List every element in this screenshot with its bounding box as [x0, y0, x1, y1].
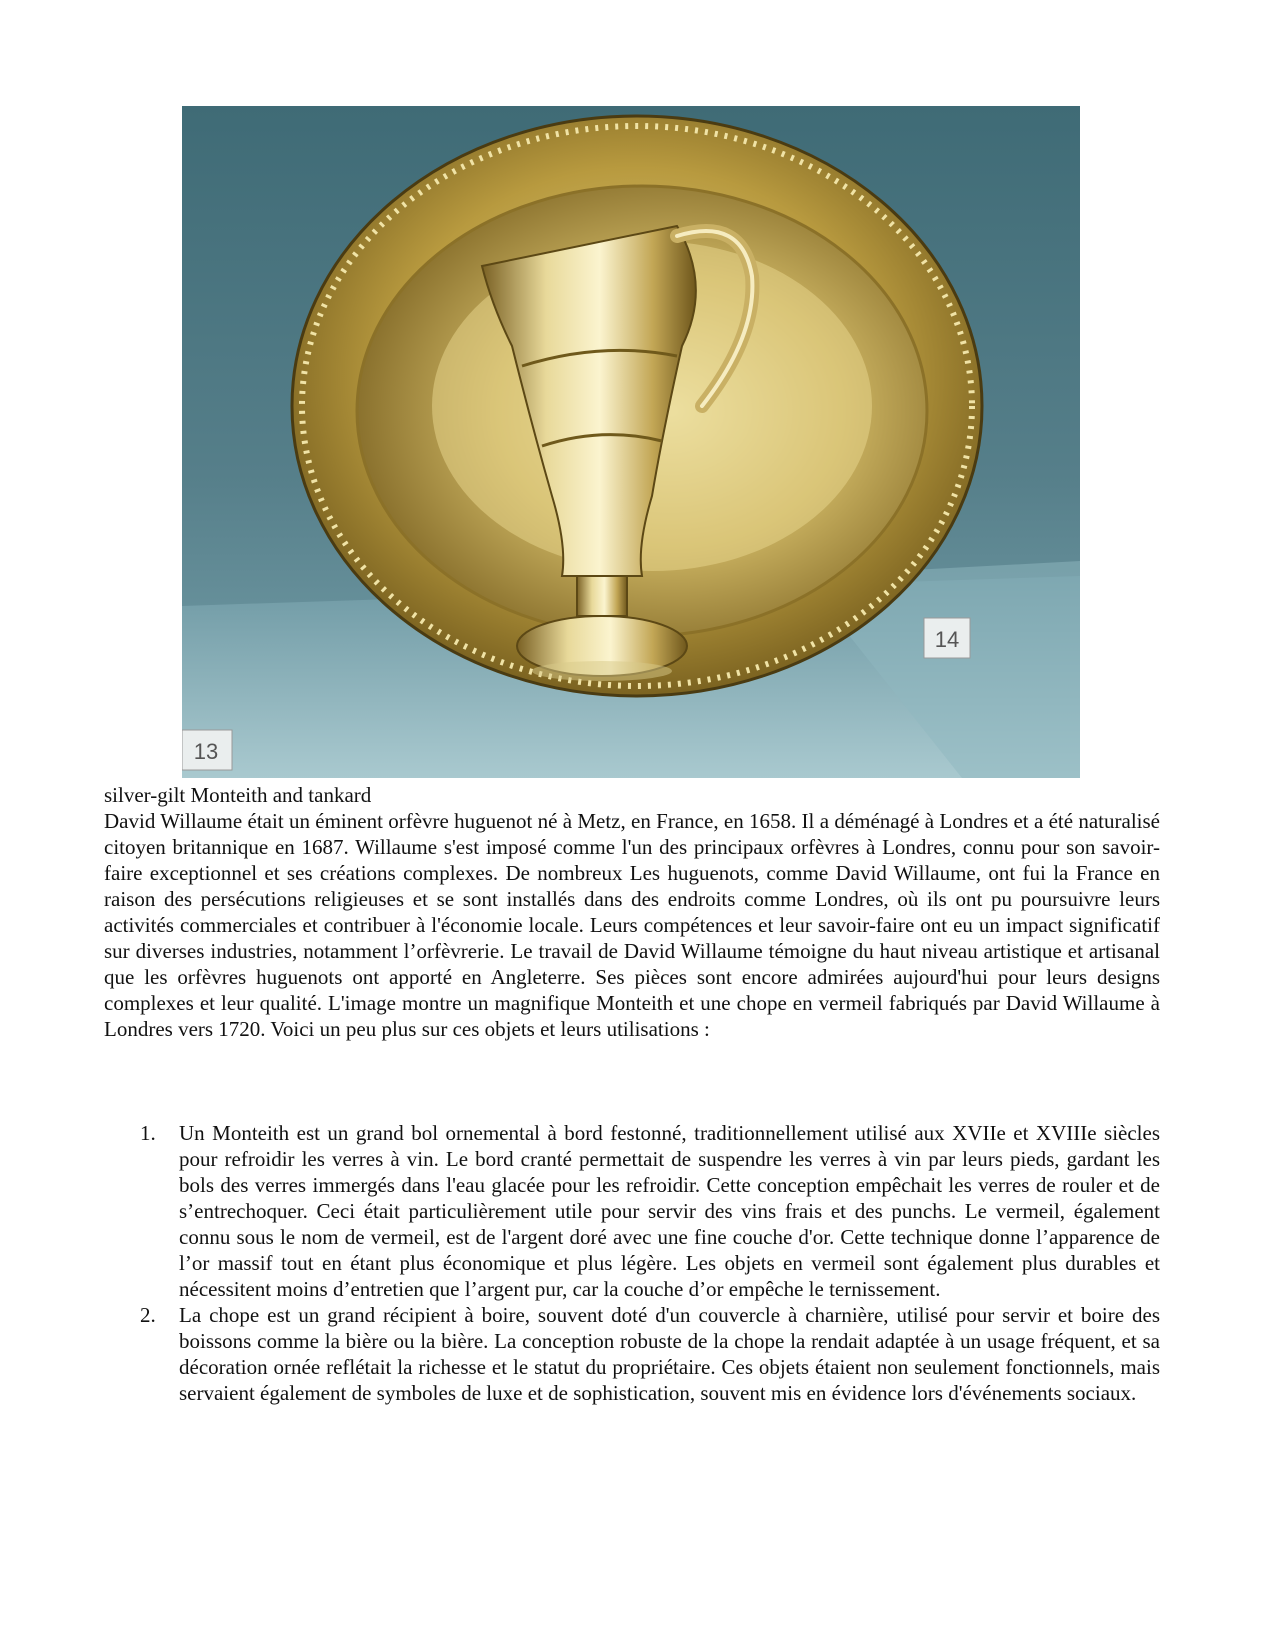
- list-item-text: La chope est un grand récipient à boire, souvent doté d'un couvercle à charnière, utilisé pour servir et boire des boissons comme la bière ou la bière. La conception robuste de la chope la rendait adaptée à un usage fréquent, et sa décoration ornée reflétait la richesse et le statut du propriétaire. Ces objets étaient non seulement fonctionnels, mais servaient également de symboles de luxe et de sophistication, souvent mis en évidence lors d'événements sociaux.: [179, 1303, 1160, 1405]
- intro-paragraph: David Willaume était un éminent orfèvre huguenot né à Metz, en France, en 1658. Il a déménagé à Londres et a été naturalisé citoyen britannique en 1687. Willaume s'est imposé comme l'un des principaux orfèvres à Londres, connu pour son savoir-faire exceptionnel et ses créations complexes. De nombreux Les huguenots, comme David Willaume, ont fui la France en raison des persécutions religieuses et se sont installés dans des endroits comme Londres, où ils ont pu poursuivre leurs activités commerciales et contribuer à l'économie locale. Leurs compétences et leur savoir-faire ont eu un impact significatif sur diverses industries, notamment l’orfèvrerie. Le travail de David Willaume témoigne du haut niveau artistique et artisanal que les orfèvres huguenots ont apporté en Angleterre. Ses pièces sont encore admirées aujourd'hui pour leurs designs complexes et leur qualité. L'image montre un magnifique Monteith et une chope en vermeil fabriqués par David Willaume à Londres vers 1720. Voici un peu plus sur ces objets et leurs utilisations :: [104, 809, 1160, 1041]
- ewer-reflection: [532, 661, 672, 681]
- numbered-list: [104, 1120, 1160, 1406]
- list-item: [104, 1302, 1160, 1406]
- list-item-text: Un Monteith est un grand bol ornemental à bord festonné, traditionnellement utilisé aux XVIIe et XVIIIe siècles pour refroidir les verres à vin. Le bord cranté permettait de suspendre les verres à vin par leurs pieds, gardant les bols des verres immergés dans l'eau glacée pour les refroidir. Cette conception empêchait les verres de rouler et de s’entrechoquer. Ceci était particulièrement utile pour servir des vins frais et des punchs. Le vermeil, également connu sous le nom de vermeil, est de l'argent doré avec une fine couche d'or. Cette technique donne l’apparence de l’or massif tout en étant plus économique et plus légère. Les objets en vermeil sont également plus durables et nécessitent moins d’entretien que l’argent pur, car la couche d’or empêche le ternissement.: [179, 1121, 1160, 1301]
- list-item: [104, 1120, 1160, 1302]
- figure-caption: silver-gilt Monteith and tankard: [104, 783, 372, 807]
- number-card-14-text: 14: [934, 627, 960, 652]
- number-card-13-text: 13: [193, 739, 219, 764]
- silver-gilt-photo: [182, 106, 1080, 778]
- list-item-number: 1.: [140, 1121, 156, 1145]
- ewer-stem: [577, 576, 627, 616]
- photo-drawing: [182, 106, 1080, 778]
- list-item-number: 2.: [140, 1303, 156, 1327]
